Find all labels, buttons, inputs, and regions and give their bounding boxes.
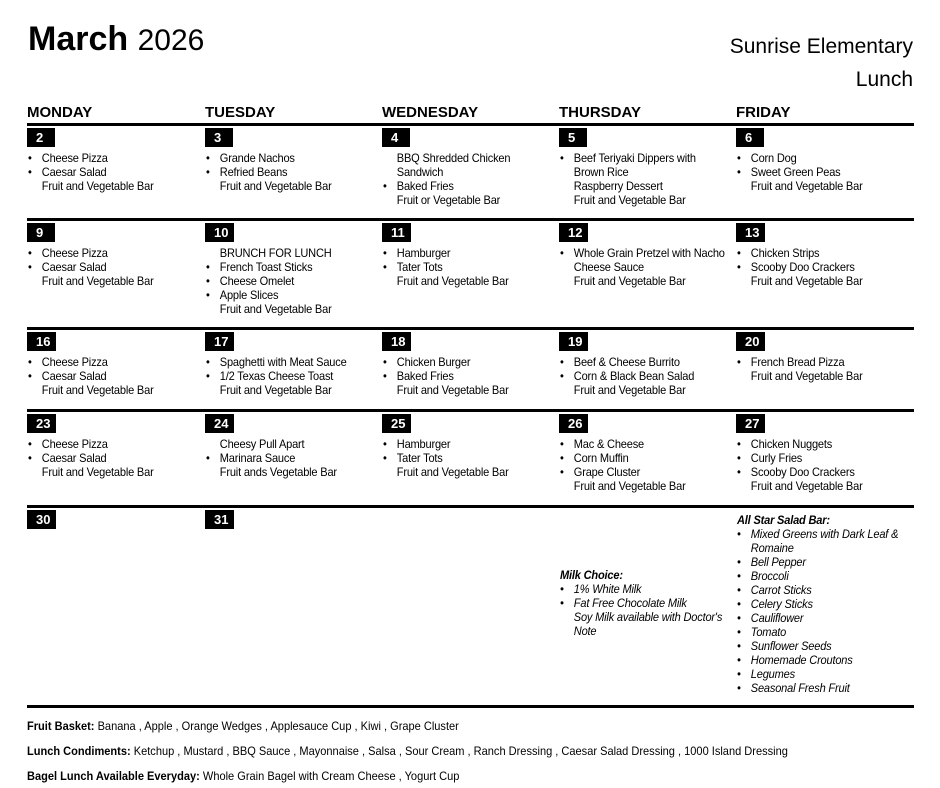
menu-item: • Corn & Black Bean Salad: [560, 369, 694, 383]
menu-item: Fruit and Vegetable Bar: [573, 274, 686, 288]
date-number: 23: [27, 414, 56, 433]
day-menu: [28, 151, 154, 193]
salad-bar-title: All Star Salad Bar:: [737, 513, 830, 527]
menu-item: • Tater Tots: [383, 260, 509, 274]
menu-item: • Legumes: [737, 667, 898, 681]
menu-item: • Spaghetti with Meat Sauce: [206, 355, 347, 369]
date-number: 20: [736, 332, 765, 351]
day-header-wednesday: WEDNESDAY: [382, 104, 479, 121]
menu-item: Sandwich: [396, 165, 444, 179]
menu-item: Cheesy Pull Apart: [219, 437, 305, 451]
menu-item: Raspberry Dessert: [573, 179, 663, 193]
row-divider: [27, 123, 914, 126]
milk-choice-title: Milk Choice:: [560, 568, 623, 582]
menu-item: • Tomato: [737, 625, 898, 639]
menu-item: Brown Rice: [573, 165, 629, 179]
menu-item: Fruit and Vegetable Bar: [750, 274, 863, 288]
date-number: 16: [27, 332, 56, 351]
day-menu: [737, 151, 863, 193]
menu-item: • Beef Teriyaki Dippers with: [560, 151, 696, 165]
month-name: March: [28, 20, 129, 58]
menu-item: • 1/2 Texas Cheese Toast: [206, 369, 347, 383]
menu-item: • Caesar Salad: [28, 260, 154, 274]
date-number: 13: [736, 223, 765, 242]
menu-item: • Apple Slices: [206, 288, 332, 302]
footer-condiments: Lunch Condiments: Ketchup , Mustard , BBQ Sauce , Mayonnaise , Salsa , Sour Cream , Ranch Dressing , Caesar Salad Dressing , 1000 Island Dressing: [27, 744, 788, 758]
date-number: 30: [27, 510, 56, 529]
menu-item: • Curly Fries: [737, 451, 863, 465]
menu-item: • Cheese Pizza: [28, 246, 154, 260]
menu-item: • Broccoli: [737, 569, 898, 583]
menu-item: • Caesar Salad: [28, 369, 154, 383]
menu-item: BBQ Shredded Chicken: [396, 151, 511, 165]
menu-item: • Bell Pepper: [737, 555, 898, 569]
menu-item: Fruit and Vegetable Bar: [41, 383, 154, 397]
day-menu: [206, 246, 332, 316]
date-number: 17: [205, 332, 234, 351]
date-number: 19: [559, 332, 588, 351]
menu-item: Fruit and Vegetable Bar: [219, 179, 332, 193]
date-number: 18: [382, 332, 411, 351]
menu-item: Fruit and Vegetable Bar: [219, 383, 332, 397]
menu-item: • Corn Muffin: [560, 451, 686, 465]
date-number: 4: [382, 128, 410, 147]
day-header-monday: MONDAY: [27, 104, 93, 121]
date-number: 10: [205, 223, 234, 242]
day-menu: [737, 437, 863, 493]
day-menu: [206, 437, 337, 479]
date-number: 6: [736, 128, 764, 147]
menu-item: • Celery Sticks: [737, 597, 898, 611]
date-number: 24: [205, 414, 234, 433]
date-number: 25: [382, 414, 411, 433]
day-menu: [383, 437, 509, 479]
date-number: 31: [205, 510, 234, 529]
menu-item: Fruit and Vegetable Bar: [41, 274, 154, 288]
day-menu: [206, 355, 347, 397]
menu-item: • Cheese Omelet: [206, 274, 332, 288]
menu-item: • Baked Fries: [383, 179, 510, 193]
menu-item: Note: [573, 624, 597, 638]
menu-item: Soy Milk available with Doctor's: [573, 610, 723, 624]
day-menu: [383, 246, 509, 288]
menu-item: • Tater Tots: [383, 451, 509, 465]
day-menu: [737, 246, 863, 288]
menu-item: Fruit and Vegetable Bar: [41, 465, 154, 479]
menu-item: Fruit and Vegetable Bar: [750, 369, 863, 383]
date-number: 26: [559, 414, 588, 433]
day-menu: [28, 437, 154, 479]
menu-item: • Cauliflower: [737, 611, 898, 625]
day-header-tuesday: TUESDAY: [205, 104, 276, 121]
row-divider: [27, 327, 914, 330]
menu-item: • Marinara Sauce: [206, 451, 337, 465]
row-divider: [27, 218, 914, 221]
meal-type: Lunch: [855, 68, 913, 91]
menu-item: Fruit or Vegetable Bar: [396, 193, 501, 207]
menu-item: • Cheese Pizza: [28, 151, 154, 165]
menu-item: • Scooby Doo Crackers: [737, 465, 863, 479]
menu-item: • Chicken Strips: [737, 246, 863, 260]
menu-item: • Hamburger: [383, 246, 509, 260]
menu-item: Fruit and Vegetable Bar: [396, 274, 509, 288]
menu-item: • Corn Dog: [737, 151, 863, 165]
menu-item: • Sweet Green Peas: [737, 165, 863, 179]
date-number: 3: [205, 128, 233, 147]
menu-item: Fruit and Vegetable Bar: [396, 465, 509, 479]
menu-item: • Caesar Salad: [28, 165, 154, 179]
date-number: 2: [27, 128, 55, 147]
day-menu: [206, 151, 332, 193]
row-divider: [27, 705, 914, 708]
menu-item: • French Bread Pizza: [737, 355, 863, 369]
menu-item: • Grape Cluster: [560, 465, 686, 479]
row-divider: [27, 505, 914, 508]
menu-item: • French Toast Sticks: [206, 260, 332, 274]
school-header: [730, 30, 913, 96]
footer-bagel-lunch: Bagel Lunch Available Everyday: Whole Grain Bagel with Cream Cheese , Yogurt Cup: [27, 769, 460, 783]
menu-item: Fruit and Vegetable Bar: [396, 383, 509, 397]
menu-item: • Cheese Pizza: [28, 437, 154, 451]
menu-item: • Baked Fries: [383, 369, 509, 383]
menu-item: Fruit and Vegetable Bar: [219, 302, 332, 316]
menu-item: • Seasonal Fresh Fruit: [737, 681, 898, 695]
page-title: [28, 20, 204, 59]
menu-item: Fruit ands Vegetable Bar: [219, 465, 337, 479]
year: 2026: [137, 24, 205, 57]
date-number: 9: [27, 223, 55, 242]
menu-item: Cheese Sauce: [573, 260, 645, 274]
date-number: 27: [736, 414, 765, 433]
day-menu: [383, 355, 509, 397]
date-number: 5: [559, 128, 587, 147]
menu-item: • Cheese Pizza: [28, 355, 154, 369]
menu-item: • Sunflower Seeds: [737, 639, 898, 653]
salad-bar: [737, 513, 898, 695]
menu-item: • Homemade Croutons: [737, 653, 898, 667]
day-menu: [28, 355, 154, 397]
menu-item: BRUNCH FOR LUNCH: [219, 246, 332, 260]
school-name: Sunrise Elementary: [729, 35, 913, 58]
menu-item: • Scooby Doo Crackers: [737, 260, 863, 274]
menu-item: • Chicken Nuggets: [737, 437, 863, 451]
menu-item: Fruit and Vegetable Bar: [573, 479, 686, 493]
day-menu: [560, 437, 686, 493]
date-number: 12: [559, 223, 588, 242]
day-header-friday: FRIDAY: [736, 104, 791, 121]
day-menu: [560, 355, 694, 397]
menu-item: • Grande Nachos: [206, 151, 332, 165]
menu-item: • Mac & Cheese: [560, 437, 686, 451]
menu-item: Fruit and Vegetable Bar: [573, 383, 686, 397]
menu-item: Fruit and Vegetable Bar: [573, 193, 686, 207]
milk-choice: [560, 568, 722, 638]
day-menu: [560, 151, 696, 207]
menu-item: Romaine: [750, 541, 794, 555]
menu-item: Fruit and Vegetable Bar: [41, 179, 154, 193]
menu-item: • Fat Free Chocolate Milk: [560, 596, 722, 610]
menu-item: • Mixed Greens with Dark Leaf &: [737, 527, 898, 541]
date-number: 11: [382, 223, 411, 242]
day-header-thursday: THURSDAY: [559, 104, 641, 121]
footer-fruit-basket: Fruit Basket: Banana , Apple , Orange Wedges , Applesauce Cup , Kiwi , Grape Cluster: [27, 719, 459, 733]
menu-item: • Hamburger: [383, 437, 509, 451]
menu-item: • Carrot Sticks: [737, 583, 898, 597]
menu-item: • Caesar Salad: [28, 451, 154, 465]
row-divider: [27, 409, 914, 412]
menu-item: • Chicken Burger: [383, 355, 509, 369]
menu-item: • Whole Grain Pretzel with Nacho: [560, 246, 725, 260]
menu-item: • Refried Beans: [206, 165, 332, 179]
day-menu: [560, 246, 725, 288]
menu-item: Fruit and Vegetable Bar: [750, 479, 863, 493]
menu-item: Fruit and Vegetable Bar: [750, 179, 863, 193]
menu-item: • 1% White Milk: [560, 582, 722, 596]
day-menu: [28, 246, 154, 288]
day-menu: [383, 151, 510, 207]
menu-item: • Beef & Cheese Burrito: [560, 355, 694, 369]
day-menu: [737, 355, 863, 383]
